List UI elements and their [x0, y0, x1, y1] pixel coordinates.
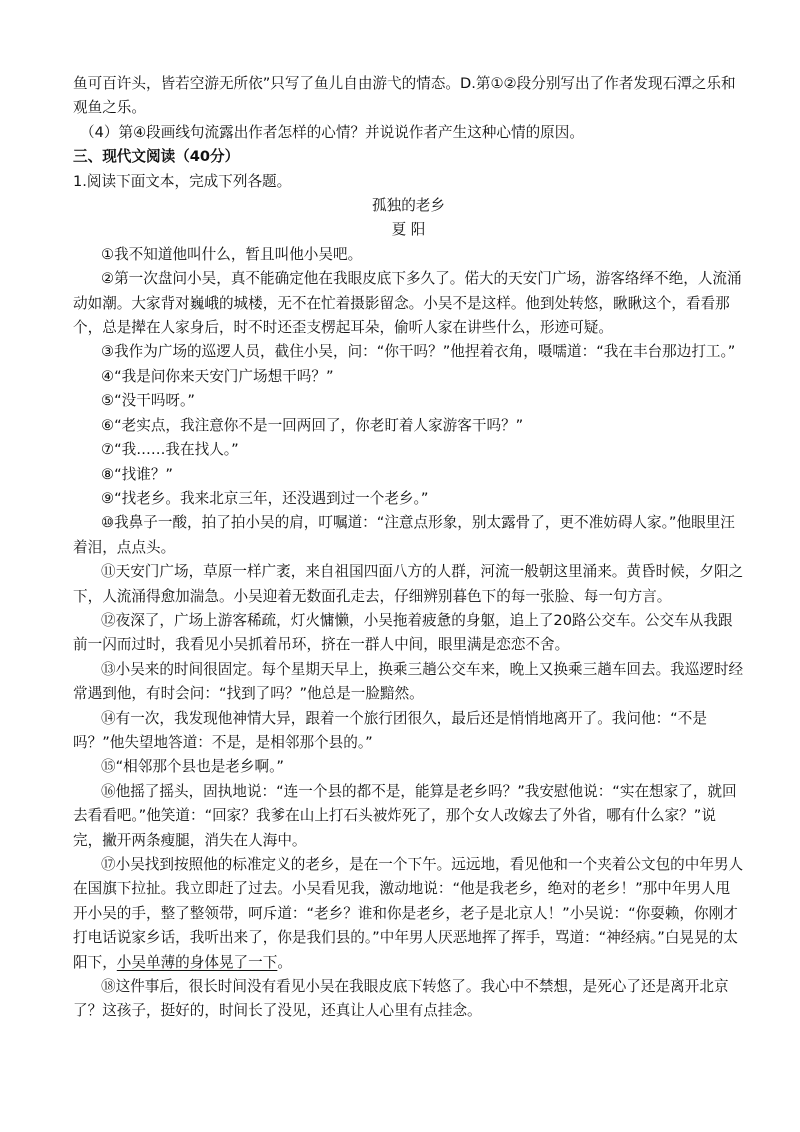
paragraph-9: ⑨“找老乡。我来北京三年，还没遇到过一个老乡。” [101, 489, 429, 507]
section-heading: 三、现代文阅读（40分） [73, 148, 240, 166]
article-title: 孤独的老乡 [372, 197, 445, 215]
paragraph-10: ⑩我鼻子一酸，拍了拍小吴的肩，叮嘱道：“注意点形象，别太露骨了，更不准妨碍人家。”他眼里汪着泪，点点头。 [73, 514, 735, 556]
paragraph-17-end: 。 [277, 953, 292, 971]
previous-question-text: 鱼可百许头，皆若空游无所依”只写了鱼儿自由游弋的情态。D.第①②段分别写出了作者发现石潭之乐和观鱼之乐。 [73, 75, 736, 117]
paragraph-1: ①我不知道他叫什么，暂且叫他小吴吧。 [101, 245, 363, 263]
paragraph-15: ⑮“相邻那个县也是老乡啊。” [101, 758, 284, 776]
paragraph-17-text: ⑰小吴找到按照他的标准定义的老乡，是在一个下午。远远地，看见他和一个夹着公文包的中年男人在国旗下拉扯。我立即赶了过去。小吴看见我，激动地说：“他是我老乡，绝对的老乡！”那中年男人甩开小吴的手，整了整领带，呵斥道：“老乡？谁和你是老乡，老子是北京人！”小吴说：“你耍赖，你刚才打电话说家乡话，我听出来了，你是我们县的。”中年男人厌恶地挥了挥手，骂道：“神经病。”白晃晃的太阳下， [73, 856, 744, 971]
reading-instruction: 1.阅读下面文本，完成下列各题。 [73, 172, 292, 190]
paragraph-16: ⑯他摇了摇头，固执地说：“连一个县的都不是，能算是老乡吗？”我安慰他说：“实在想家了，就回去看看吧。”他笑道：“回家？我爹在山上打石头被炸死了，那个女人改嫁去了外省，哪有什么家？”说完，撇开两条瘦腿，消失在人海中。 [73, 782, 737, 849]
paragraph-3: ③我作为广场的巡逻人员，截住小吴，问：“你干吗？”他捏着衣角，嗫嚅道：“我在丰台那边打工。” [101, 343, 736, 361]
paragraph-4: ④“我是问你来天安门广场想干吗？” [101, 367, 334, 385]
paragraph-8: ⑧“找谁？” [101, 465, 173, 483]
paragraph-14: ⑭有一次，我发现他神情大异，跟着一个旅行团很久，最后还是悄悄地离开了。我问他：“不是吗？”他失望地答道：不是，是相邻那个县的。” [73, 709, 707, 751]
paragraph-2: ②第一次盘问小吴，真不能确定他在我眼皮底下多久了。偌大的天安门广场，游客络绎不绝，人流涌动如潮。大家背对巍峨的城楼，无不在忙着摄影留念。小吴不是这样。他到处转悠，瞅瞅这个，看看那个，总是撵在人家身后，时不时还歪支楞起耳朵，偷听人家在讲些什么，形迹可疑。 [73, 270, 742, 337]
paragraph-18: ⑱这件事后，很长时间没有看见小吴在我眼皮底下转悠了。我心中不禁想，是死心了还是离开北京了？这孩子，挺好的，时间长了没见，还真让人心里有点挂念。 [73, 978, 729, 1020]
paragraph-13: ⑬小吴来的时间很固定。每个星期天早上，换乘三趟公交车来，晚上又换乘三趟车回去。我巡逻时经常遇到他，有时会问：“找到了吗？”他总是一脸黯然。 [73, 660, 744, 703]
paragraph-5: ⑤“没干吗呀。” [101, 392, 195, 410]
paragraph-17 [73, 853, 744, 975]
underlined-sentence: 小吴单薄的身体晃了一下 [116, 953, 278, 971]
paragraph-7: ⑦“我……我在找人。” [101, 441, 239, 459]
paragraph-6: ⑥“老实点，我注意你不是一回两回了，你老盯着人家游客干吗？” [101, 416, 524, 434]
paragraph-11: ⑪天安门广场，草原一样广袤，来自祖国四面八方的人群，河流一般朝这里涌来。黄昏时候，夕阳之下，人流涌得愈加湍急。小吴迎着无数面孔走去，仔细辨别暮色下的每一张脸、每一句方言。 [73, 563, 744, 605]
question-4: （4）第④段画线句流露出作者怎样的心情？并说说作者产生这种心情的原因。 [80, 123, 584, 141]
article-author: 夏 阳 [391, 221, 426, 239]
paragraph-12: ⑫夜深了，广场上游客稀疏，灯火慵懒，小吴拖着疲惫的身躯，追上了20路公交车。公交车从我跟前一闪而过时，我看见小吴抓着吊环，挤在一群人中间，眼里满是恋恋不舍。 [73, 611, 733, 654]
